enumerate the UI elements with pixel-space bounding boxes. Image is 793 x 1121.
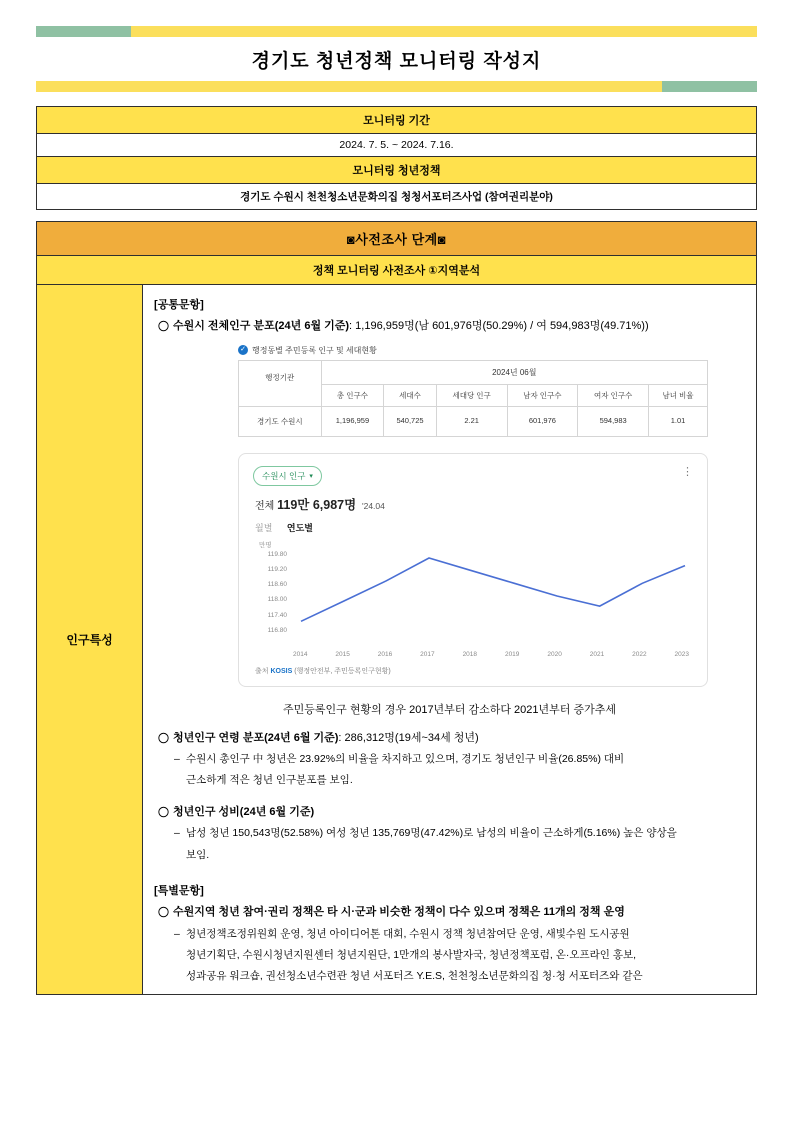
chart-source-line [255, 666, 693, 676]
bullet-marker-icon: 〇 [158, 321, 169, 333]
monitoring-policy-value: 경기도 수원시 천천청소년문화의집 청청서포터즈사업 (참여권리분야) [37, 184, 757, 210]
tab-monthly[interactable]: 월별 [255, 522, 273, 533]
bullet-marker-icon: 〇 [158, 907, 169, 919]
table-row [37, 184, 757, 210]
chart-y-unit: 만명 [259, 541, 272, 549]
bullet-youth-age-distribution [158, 730, 747, 747]
x-tick: 2014 [293, 650, 308, 658]
x-tick: 2015 [335, 650, 350, 658]
chart-plot-area [253, 541, 693, 658]
col-header-month: 2024년 06월 [321, 360, 707, 384]
chart-total-date: '24.04 [361, 500, 385, 511]
detail-line [174, 846, 747, 864]
city-selector-label: 수원시 인구 [262, 470, 306, 481]
y-tick: 116.80 [267, 626, 287, 634]
chart-x-axis-labels [293, 651, 689, 658]
table-row [37, 222, 757, 256]
bullet-youth-participation-policy [158, 904, 747, 921]
embedded-chart-card [238, 453, 708, 687]
bullet-bold-text: 청년인구 성비(24년 6월 기준) [173, 805, 315, 818]
detail-text: 수원시 총인구 中 청년은 23.92%의 비율을 차지하고 있으며, 경기도 청년인구 비율(26.85%) 대비 [186, 753, 625, 765]
bullet-bold-text: 수원시 전체인구 분포(24년 6월 기준) [173, 320, 350, 332]
cell-female-pop: 594,983 [578, 406, 649, 436]
x-tick: 2022 [632, 650, 647, 658]
bullet-marker-icon: 〇 [158, 806, 169, 819]
chart-total-value: 119만 6,987명 [277, 497, 357, 512]
cell-sex-ratio: 1.01 [649, 406, 708, 436]
table-row [37, 107, 757, 134]
col-header-per-household: 세대당 인구 [436, 384, 507, 406]
stage-table [36, 221, 757, 285]
table-row [37, 134, 757, 157]
bullet-normal-text: : 1,196,959명(남 601,976명(50.29%) / 여 594,983명(49.71%)) [349, 320, 649, 332]
bullet-marker-icon: 〇 [158, 732, 169, 745]
population-line-chart [293, 550, 693, 642]
tab-yearly[interactable]: 연도별 [286, 522, 313, 533]
header-bar-bottom [36, 81, 757, 92]
monitoring-period-value: 2024. 7. 5. ~ 2024. 7.16. [37, 134, 757, 157]
detail-line [174, 946, 747, 964]
monitoring-info-table [36, 106, 757, 210]
header-bar-top [36, 26, 757, 37]
detail-text: 근소하게 적은 청년 인구분포를 보임. [186, 774, 353, 787]
chart-tabs [255, 521, 693, 534]
bullet-text [173, 730, 747, 747]
detail-text: 남성 청년 150,543명(52.58%) 여성 청년 135,769명(47.42%)로 남성의 비율이 근소하게(5.16%) 높은 양상을 [186, 827, 677, 840]
y-tick: 119.20 [267, 565, 287, 573]
detail-line [174, 771, 747, 789]
monitoring-policy-label: 모니터링 청년정책 [37, 157, 757, 184]
detail-text: 청년기획단, 수원시청년지원센터 청년지원단, 1만개의 봉사발자국, 청년정책포럼, 온·오프라인 홍보, [186, 948, 637, 961]
population-data-table [238, 360, 708, 437]
table-row [37, 285, 757, 995]
x-tick: 2023 [674, 650, 689, 658]
cell-male-pop: 601,976 [507, 406, 578, 436]
source-name-link[interactable]: KOSIS [270, 667, 293, 675]
bullet-text [173, 904, 747, 921]
row-content-population [143, 285, 757, 995]
document-header [36, 0, 757, 92]
y-tick: 118.00 [267, 596, 287, 604]
dash-marker-icon: – [174, 927, 180, 940]
bullet-total-population [158, 318, 747, 335]
city-selector-pill[interactable] [253, 466, 322, 486]
header-bar-top-yellow [131, 26, 757, 37]
col-header-total-pop: 총 인구수 [321, 384, 384, 406]
col-header-households: 세대수 [384, 384, 436, 406]
table-row [239, 406, 708, 436]
x-tick: 2018 [462, 650, 478, 658]
bullet-youth-sex-ratio [158, 804, 747, 821]
bullet-bold-text: 청년인구 연령 분포(24년 6월 기준) [173, 731, 339, 744]
special-questions-header: [특별문항] [154, 885, 204, 897]
bullet-normal-text: : 286,312명(19세~34세 청년) [338, 731, 479, 744]
header-bar-bottom-green [662, 81, 757, 92]
table-row [37, 157, 757, 184]
col-header-male-pop: 남자 인구수 [507, 384, 578, 406]
embedded-table-caption [238, 345, 708, 356]
cell-total-pop: 1,196,959 [321, 406, 384, 436]
source-label: 출처 [255, 667, 269, 675]
more-options-icon[interactable]: ⋮ [682, 465, 693, 478]
table-row [37, 256, 757, 285]
chart-total-prefix: 전체 [255, 500, 275, 512]
y-tick: 119.80 [267, 550, 287, 558]
x-tick: 2017 [420, 650, 435, 658]
row-label-population: 인구특성 [37, 285, 143, 995]
dash-marker-icon: – [174, 827, 180, 840]
embedded-population-table-screenshot [238, 345, 708, 437]
chart-total-line [255, 495, 693, 513]
chart-y-axis-labels [253, 550, 287, 642]
table-row [239, 360, 708, 384]
source-detail: (행정안전부, 주민등록인구현황) [294, 667, 391, 675]
dash-marker-icon: – [174, 753, 180, 765]
cell-org-name: 경기도 수원시 [239, 406, 322, 436]
header-bar-top-green [36, 26, 131, 37]
monitoring-period-label: 모니터링 기간 [37, 107, 757, 134]
y-tick: 118.60 [267, 581, 287, 589]
detail-text: 청년정책조정위원회 운영, 청년 아이디어톤 대회, 수원시 정책 청년참여단 운영, 새빛수원 도시공원 [186, 927, 630, 940]
stage-subtitle: 정책 모니터링 사전조사 ①지역분석 [37, 256, 757, 285]
x-tick: 2016 [377, 650, 393, 658]
stage-title: ◙사전조사 단계◙ [37, 222, 757, 256]
embedded-table-caption-text: 행정동별 주민등록 인구 및 세대현황 [252, 345, 377, 355]
chart-note-text: 주민등록인구 현황의 경우 2017년부터 감소하다 2021년부터 증가추세 [283, 703, 616, 716]
col-header-sex-ratio: 남녀 비율 [649, 384, 708, 406]
y-tick: 117.40 [267, 611, 287, 619]
chevron-down-icon: ▾ [309, 472, 313, 480]
detail-line [174, 824, 747, 842]
page-title: 경기도 청년정책 모니터링 작성지 [251, 51, 542, 72]
detail-text: 성과공유 워크숍, 권선청소년수련관 청년 서포터즈 Y.E.S, 천천청소년문화의집 청·청 서포터즈와 같은 [186, 970, 643, 983]
x-tick: 2021 [589, 650, 605, 658]
bullet-text [173, 804, 747, 821]
detail-line [174, 967, 747, 985]
cell-households: 540,725 [384, 406, 436, 436]
x-tick: 2019 [504, 650, 520, 658]
col-header-org: 행정기관 [239, 360, 322, 406]
detail-line [174, 925, 747, 943]
detail-line [174, 750, 747, 768]
common-questions-header: [공통문항] [154, 299, 204, 311]
bullet-bold-text: 수원지역 청년 참여·권리 정책은 타 시·군과 비슷한 정책이 다수 있으며 정책은 11개의 정책 운영 [173, 906, 625, 918]
col-header-female-pop: 여자 인구수 [578, 384, 649, 406]
cell-per-household: 2.21 [436, 406, 507, 436]
content-table [36, 284, 757, 995]
check-circle-icon: ✓ [238, 345, 248, 355]
x-tick: 2020 [547, 650, 562, 658]
header-bar-bottom-yellow [36, 81, 662, 92]
bullet-text [173, 318, 747, 335]
detail-text: 보임. [186, 848, 210, 861]
